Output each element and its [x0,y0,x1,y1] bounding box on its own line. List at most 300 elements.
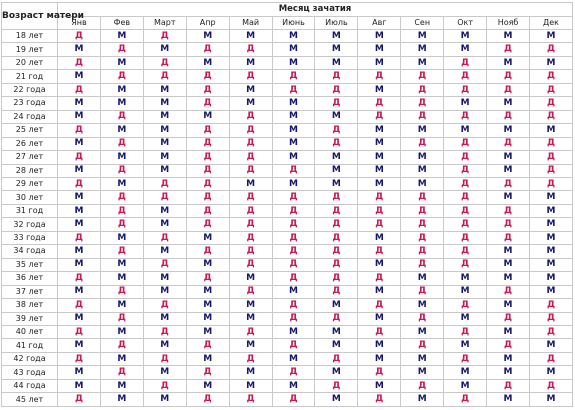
girl-cell: Д [272,312,315,325]
boy-cell: М [529,191,572,204]
boy-cell: М [100,56,143,69]
girl-cell: Д [272,245,315,258]
girl-cell: Д [401,137,444,150]
girl-cell: Д [444,110,487,123]
girl-cell: Д [58,30,101,43]
boy-cell: М [529,258,572,271]
girl-cell: Д [229,204,272,217]
boy-cell: М [444,124,487,137]
boy-cell: М [272,110,315,123]
girl-cell: Д [529,151,572,164]
mother-age-cell: 31 год [2,204,58,217]
girl-cell: Д [58,177,101,190]
boy-cell: М [444,379,487,392]
girl-cell: Д [186,83,229,96]
girl-cell: Д [186,164,229,177]
boy-cell: М [143,110,186,123]
girl-cell: Д [58,272,101,285]
girl-cell: Д [143,231,186,244]
girl-cell: Д [272,231,315,244]
girl-cell: Д [186,43,229,56]
boy-cell: М [229,379,272,392]
boy-cell: М [272,352,315,365]
boy-cell: М [401,299,444,312]
month-header: Окт [444,17,487,30]
girl-cell: Д [529,299,572,312]
girl-cell: Д [401,285,444,298]
boy-cell: М [143,137,186,150]
girl-cell: Д [100,70,143,83]
boy-cell: М [272,379,315,392]
boy-cell: М [229,272,272,285]
boy-cell: М [100,379,143,392]
girl-cell: Д [487,285,530,298]
boy-cell: М [143,245,186,258]
girl-cell: Д [143,30,186,43]
boy-cell: М [487,258,530,271]
girl-cell: Д [229,245,272,258]
boy-cell: М [358,43,401,56]
girl-cell: Д [529,83,572,96]
boy-cell: М [58,218,101,231]
month-header: Март [143,17,186,30]
girl-cell: Д [529,312,572,325]
boy-cell: М [401,366,444,379]
boy-cell: М [100,97,143,110]
table-row [2,366,573,379]
girl-cell: Д [186,177,229,190]
girl-cell: Д [100,43,143,56]
boy-cell: М [186,258,229,271]
mother-age-cell: 42 года [2,352,58,365]
girl-cell: Д [444,393,487,407]
table-row [2,97,573,110]
boy-cell: М [444,285,487,298]
boy-cell: М [444,272,487,285]
girl-cell: Д [444,164,487,177]
boy-cell: М [358,339,401,352]
boy-cell: М [272,124,315,137]
boy-cell: М [58,70,101,83]
girl-cell: Д [444,352,487,365]
girl-cell: Д [315,352,358,365]
boy-cell: М [58,191,101,204]
girl-cell: Д [58,299,101,312]
boy-cell: М [272,43,315,56]
mother-age-cell: 20 лет [2,56,58,69]
table-row [2,177,573,190]
girl-cell: Д [358,191,401,204]
mother-age-cell: 37 лет [2,285,58,298]
girl-cell: Д [487,379,530,392]
girl-cell: Д [315,245,358,258]
mother-age-cell: 33 года [2,231,58,244]
boy-cell: М [143,339,186,352]
boy-cell: М [487,30,530,43]
girl-cell: Д [272,70,315,83]
girl-cell: Д [58,352,101,365]
girl-cell: Д [315,70,358,83]
girl-cell: Д [401,97,444,110]
mother-age-cell: 41 год [2,339,58,352]
girl-cell: Д [315,97,358,110]
girl-cell: Д [143,258,186,271]
mother-age-cell: 23 года [2,97,58,110]
boy-cell: М [444,312,487,325]
girl-cell: Д [100,312,143,325]
boy-cell: М [401,164,444,177]
girl-cell: Д [229,43,272,56]
girl-cell: Д [444,325,487,338]
mother-age-cell: 39 лет [2,312,58,325]
girl-cell: Д [229,124,272,137]
girl-cell: Д [358,245,401,258]
table-row [2,43,573,56]
girl-cell: Д [229,70,272,83]
girl-cell: Д [315,272,358,285]
mother-age-cell: 21 год [2,70,58,83]
table-row [2,299,573,312]
girl-cell: Д [143,70,186,83]
boy-cell: М [186,110,229,123]
boy-cell: М [186,379,229,392]
month-header: Дек [529,17,572,30]
boy-cell: М [143,366,186,379]
boy-cell: М [58,110,101,123]
girl-cell: Д [401,218,444,231]
boy-cell: М [272,325,315,338]
boy-cell: М [358,231,401,244]
boy-cell: М [487,325,530,338]
girl-cell: Д [358,393,401,407]
boy-cell: М [58,258,101,271]
girl-cell: Д [529,325,572,338]
month-header: Янв [58,17,101,30]
mother-age-cell: 25 лет [2,124,58,137]
month-header: Фев [100,17,143,30]
boy-cell: М [529,245,572,258]
girl-cell: Д [272,339,315,352]
boy-cell: М [143,164,186,177]
girl-cell: Д [186,124,229,137]
girl-cell: Д [401,258,444,271]
boy-cell: М [272,30,315,43]
boy-cell: М [401,393,444,407]
girl-cell: Д [229,218,272,231]
table-body [2,30,573,407]
girl-cell: Д [315,312,358,325]
girl-cell: Д [143,352,186,365]
boy-cell: М [529,366,572,379]
boy-cell: М [100,124,143,137]
mother-age-cell: 30 лет [2,191,58,204]
boy-cell: М [315,151,358,164]
month-header: Июль [315,17,358,30]
girl-cell: Д [487,218,530,231]
boy-cell: М [58,97,101,110]
mother-age-cell: 19 лет [2,43,58,56]
boy-cell: М [100,272,143,285]
girl-cell: Д [143,56,186,69]
boy-cell: М [229,299,272,312]
table-row [2,245,573,258]
table-row [2,325,573,338]
girl-cell: Д [487,177,530,190]
girl-cell: Д [272,393,315,407]
boy-cell: М [143,204,186,217]
girl-cell: Д [229,258,272,271]
boy-cell: М [100,231,143,244]
girl-cell: Д [444,204,487,217]
girl-cell: Д [272,191,315,204]
boy-cell: М [143,285,186,298]
boy-cell: М [229,97,272,110]
boy-cell: М [100,393,143,407]
girl-cell: Д [487,231,530,244]
table-row [2,393,573,407]
boy-cell: М [143,218,186,231]
mother-age-cell: 26 лет [2,137,58,150]
boy-cell: М [315,177,358,190]
month-header: Май [229,17,272,30]
girl-cell: Д [229,393,272,407]
girl-cell: Д [315,218,358,231]
girl-cell: Д [487,43,530,56]
girl-cell: Д [100,137,143,150]
boy-cell: М [58,285,101,298]
mother-age-cell: 24 года [2,110,58,123]
boy-cell: М [186,312,229,325]
girl-cell: Д [444,191,487,204]
girl-cell: Д [444,258,487,271]
boy-cell: М [315,164,358,177]
boy-cell: М [229,177,272,190]
boy-cell: М [529,218,572,231]
month-header: Сен [401,17,444,30]
table-row [2,258,573,271]
table-row [2,231,573,244]
boy-cell: М [58,164,101,177]
boy-cell: М [186,299,229,312]
girl-cell: Д [100,110,143,123]
girl-cell: Д [358,97,401,110]
girl-cell: Д [315,137,358,150]
girl-cell: Д [401,339,444,352]
girl-cell: Д [143,191,186,204]
boy-cell: М [401,151,444,164]
girl-cell: Д [487,110,530,123]
boy-cell: М [143,151,186,164]
girl-cell: Д [529,352,572,365]
boy-cell: М [487,352,530,365]
boy-cell: М [315,299,358,312]
boy-cell: М [487,124,530,137]
girl-cell: Д [100,204,143,217]
girl-cell: Д [186,393,229,407]
girl-cell: Д [58,56,101,69]
boy-cell: М [272,151,315,164]
table-row [2,30,573,43]
girl-cell: Д [58,325,101,338]
girl-cell: Д [143,379,186,392]
girl-cell: Д [529,164,572,177]
boy-cell: М [358,258,401,271]
boy-cell: М [315,393,358,407]
girl-cell: Д [186,70,229,83]
boy-cell: М [529,393,572,407]
boy-cell: М [143,124,186,137]
girl-cell: Д [58,124,101,137]
boy-cell: М [401,177,444,190]
girl-cell: Д [315,379,358,392]
girl-cell: Д [315,124,358,137]
boy-cell: М [358,379,401,392]
girl-cell: Д [487,339,530,352]
boy-cell: М [529,124,572,137]
girl-cell: Д [315,83,358,96]
boy-cell: М [529,339,572,352]
girl-cell: Д [58,231,101,244]
boy-cell: М [229,339,272,352]
girl-cell: Д [58,151,101,164]
girl-cell: Д [272,258,315,271]
mother-age-cell: 36 лет [2,272,58,285]
mother-age-cell: 28 лет [2,164,58,177]
girl-cell: Д [315,231,358,244]
girl-cell: Д [100,366,143,379]
girl-cell: Д [229,151,272,164]
boy-cell: М [487,393,530,407]
boy-cell: М [186,325,229,338]
boy-cell: М [444,339,487,352]
girl-cell: Д [229,191,272,204]
girl-cell: Д [186,245,229,258]
boy-cell: М [186,56,229,69]
boy-cell: М [444,43,487,56]
girl-cell: Д [358,204,401,217]
boy-cell: М [487,366,530,379]
boy-cell: М [143,43,186,56]
girl-cell: Д [229,137,272,150]
boy-cell: М [358,83,401,96]
boy-cell: М [58,379,101,392]
boy-cell: М [272,97,315,110]
boy-cell: М [401,56,444,69]
girl-cell: Д [58,393,101,407]
girl-cell: Д [186,151,229,164]
boy-cell: М [272,177,315,190]
boy-cell: М [100,83,143,96]
boy-cell: М [229,30,272,43]
boy-cell: М [444,97,487,110]
girl-cell: Д [143,177,186,190]
boy-cell: М [401,124,444,137]
boy-cell: М [100,151,143,164]
girl-cell: Д [358,299,401,312]
girl-cell: Д [487,312,530,325]
girl-cell: Д [229,285,272,298]
girl-cell: Д [401,70,444,83]
girl-cell: Д [529,379,572,392]
girl-cell: Д [143,325,186,338]
boy-cell: М [529,56,572,69]
boy-cell: М [358,177,401,190]
boy-cell: М [358,56,401,69]
boy-cell: М [358,30,401,43]
girl-cell: Д [272,272,315,285]
table-row [2,379,573,392]
girl-cell: Д [315,285,358,298]
girl-cell: Д [358,110,401,123]
girl-cell: Д [401,245,444,258]
month-header: Нояб [487,17,530,30]
girl-cell: Д [272,204,315,217]
boy-cell: М [315,110,358,123]
girl-cell: Д [186,339,229,352]
girl-cell: Д [229,325,272,338]
girl-cell: Д [186,204,229,217]
girl-cell: Д [444,231,487,244]
boy-cell: М [401,30,444,43]
girl-cell: Д [186,137,229,150]
girl-cell: Д [100,245,143,258]
table-row [2,56,573,69]
boy-cell: М [315,43,358,56]
boy-cell: М [272,285,315,298]
boy-cell: М [529,204,572,217]
boy-cell: М [100,352,143,365]
table-row [2,70,573,83]
girl-cell: Д [401,83,444,96]
boy-cell: М [529,231,572,244]
boy-cell: М [58,245,101,258]
boy-cell: М [444,366,487,379]
boy-cell: М [186,285,229,298]
girl-cell: Д [229,352,272,365]
girl-cell: Д [272,218,315,231]
table-row [2,272,573,285]
girl-cell: Д [229,164,272,177]
girl-cell: Д [487,83,530,96]
boy-cell: М [58,43,101,56]
boy-cell: М [229,366,272,379]
boy-cell: М [143,312,186,325]
boy-cell: М [358,352,401,365]
boy-cell: М [143,272,186,285]
boy-cell: М [315,56,358,69]
boy-cell: М [186,30,229,43]
girl-cell: Д [487,137,530,150]
girl-cell: Д [401,191,444,204]
girl-cell: Д [272,83,315,96]
boy-cell: М [58,339,101,352]
girl-cell: Д [100,285,143,298]
girl-cell: Д [315,258,358,271]
girl-cell: Д [529,43,572,56]
mother-age-cell: 44 года [2,379,58,392]
mother-age-cell: 32 года [2,218,58,231]
girl-cell: Д [444,151,487,164]
boy-cell: М [358,124,401,137]
girl-cell: Д [444,299,487,312]
girl-cell: Д [358,325,401,338]
mother-age-cell: 34 года [2,245,58,258]
boy-cell: М [143,83,186,96]
boy-cell: М [100,177,143,190]
girl-cell: Д [315,191,358,204]
boy-cell: М [401,272,444,285]
boy-cell: М [58,204,101,217]
